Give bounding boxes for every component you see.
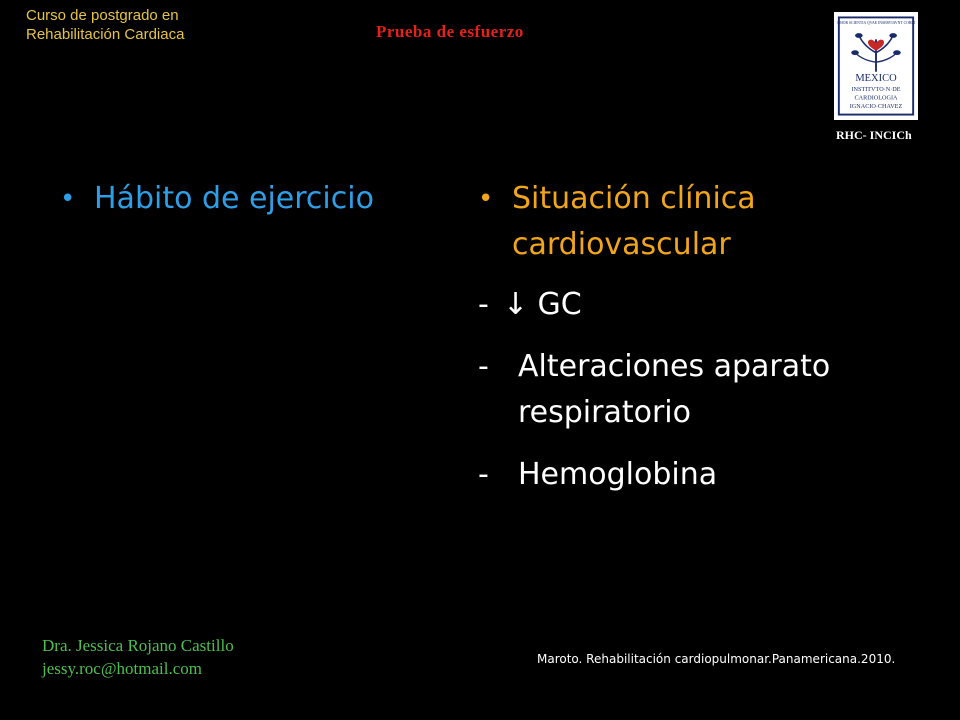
left-column xyxy=(60,176,420,222)
dash-marker: - xyxy=(478,457,489,492)
sub-item-text: Alteraciones aparato respiratorio xyxy=(518,349,831,430)
list-item xyxy=(60,176,420,222)
sub-item-text: ↓ GC xyxy=(502,287,582,322)
sub-item-hemoglobin xyxy=(478,452,918,498)
dash-marker: - xyxy=(478,287,489,322)
sub-item-respiratory xyxy=(478,344,918,436)
sub-item-text: Hemoglobina xyxy=(518,457,718,492)
dash-marker: - xyxy=(478,349,489,384)
exercise-habit-item: Hábito de ejercicio xyxy=(94,181,374,216)
institute-logo xyxy=(834,12,918,120)
logo-arc-text: AMOR SCIENTIA QVAE INSERVIAVNT CORDI xyxy=(836,21,916,26)
author-block xyxy=(42,634,234,680)
course-line-2: Rehabilitación Cardiaca xyxy=(26,26,185,43)
course-title xyxy=(26,6,184,44)
clinical-situation-item: Situación clínica cardiovascular xyxy=(512,181,756,262)
course-line-1: Curso de postgrado en xyxy=(26,7,179,24)
logo-line-1: INSTITVTO·N·DE xyxy=(851,85,901,93)
logo-caption: RHC- INCICh xyxy=(836,128,912,142)
bibliographic-reference: Maroto. Rehabilitación cardiopulmonar.Panamericana.2010. xyxy=(537,652,896,666)
logo-line-2: CARDIOLOGIA xyxy=(854,94,898,102)
list-item xyxy=(478,176,918,268)
logo-mexico: MEXICO xyxy=(855,73,897,85)
author-name: Dra. Jessica Rojano Castillo xyxy=(42,636,234,655)
bullet-icon: • xyxy=(478,184,494,214)
author-email: jessy.roc@hotmail.com xyxy=(42,659,202,678)
logo-line-3: IGNACIO·CHAVEZ xyxy=(849,102,903,110)
bullet-icon: • xyxy=(60,184,76,214)
right-column xyxy=(478,176,918,498)
slide-topic: Prueba de esfuerzo xyxy=(376,22,524,41)
heart-tree-emblem-icon xyxy=(836,14,916,118)
sub-item-cardiac-output xyxy=(478,282,918,328)
